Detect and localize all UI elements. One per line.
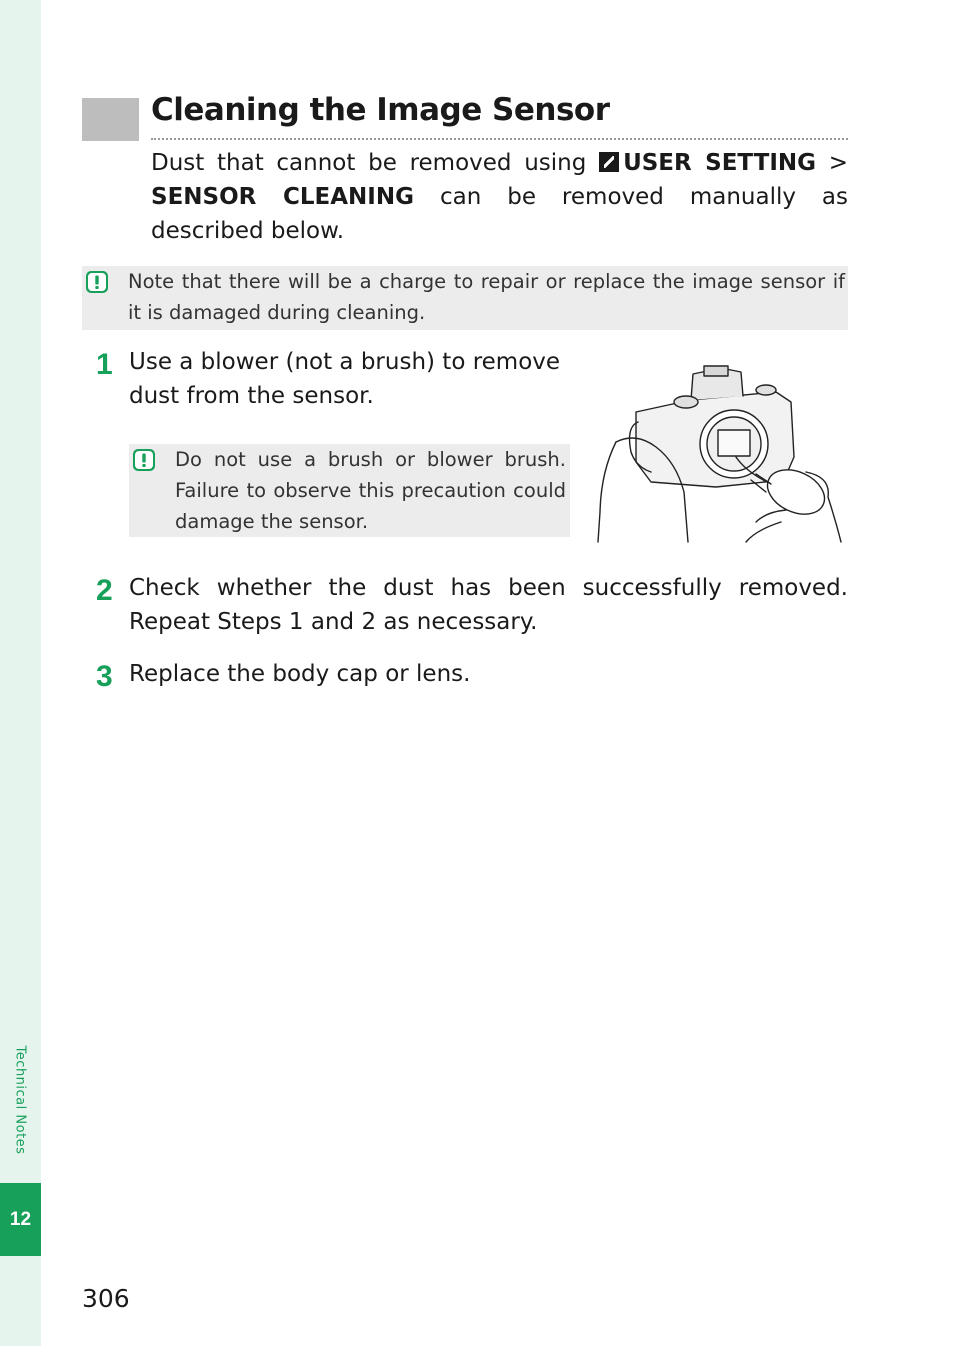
- step-number: 1: [96, 348, 113, 381]
- menu-item-user-setting: USER SETTING: [623, 150, 816, 176]
- caution-icon: [132, 448, 156, 472]
- step-text: Replace the body cap or lens.: [129, 661, 471, 687]
- camera-blower-illustration: [596, 362, 844, 546]
- step-number: 3: [96, 660, 113, 693]
- title-divider: [151, 138, 848, 140]
- menu-item-sensor-cleaning: SENSOR CLEANING: [151, 184, 414, 210]
- page-number: 306: [82, 1284, 130, 1313]
- note-text: Note that there will be a charge to repair or replace the image sensor if it is damaged during cleaning.: [128, 270, 845, 324]
- step-number: 2: [96, 574, 113, 607]
- wrench-icon: [599, 152, 619, 172]
- chapter-label: Technical Notes: [12, 1045, 28, 1155]
- intro-text-1: Dust that cannot be removed using: [151, 150, 600, 176]
- caution-note-repair: [82, 266, 848, 330]
- intro-paragraph: [151, 146, 848, 248]
- caution-note-brush: [129, 444, 570, 537]
- intro-text-2: can be removed manually as described below.: [151, 184, 849, 244]
- chapter-tab: 12: [0, 1183, 41, 1256]
- title-marker: [82, 98, 139, 141]
- page-title: Cleaning the Image Sensor: [151, 92, 610, 128]
- caution-icon: [85, 270, 109, 294]
- step-text: Use a blower (not a brush) to remove dust from the sensor.: [129, 349, 561, 409]
- menu-separator: >: [816, 150, 848, 176]
- note-text: Do not use a brush or blower brush. Failure to observe this precaution could damage the sensor.: [175, 448, 566, 533]
- step-text: Check whether the dust has been successfully removed. Repeat Steps 1 and 2 as necessary.: [129, 575, 848, 635]
